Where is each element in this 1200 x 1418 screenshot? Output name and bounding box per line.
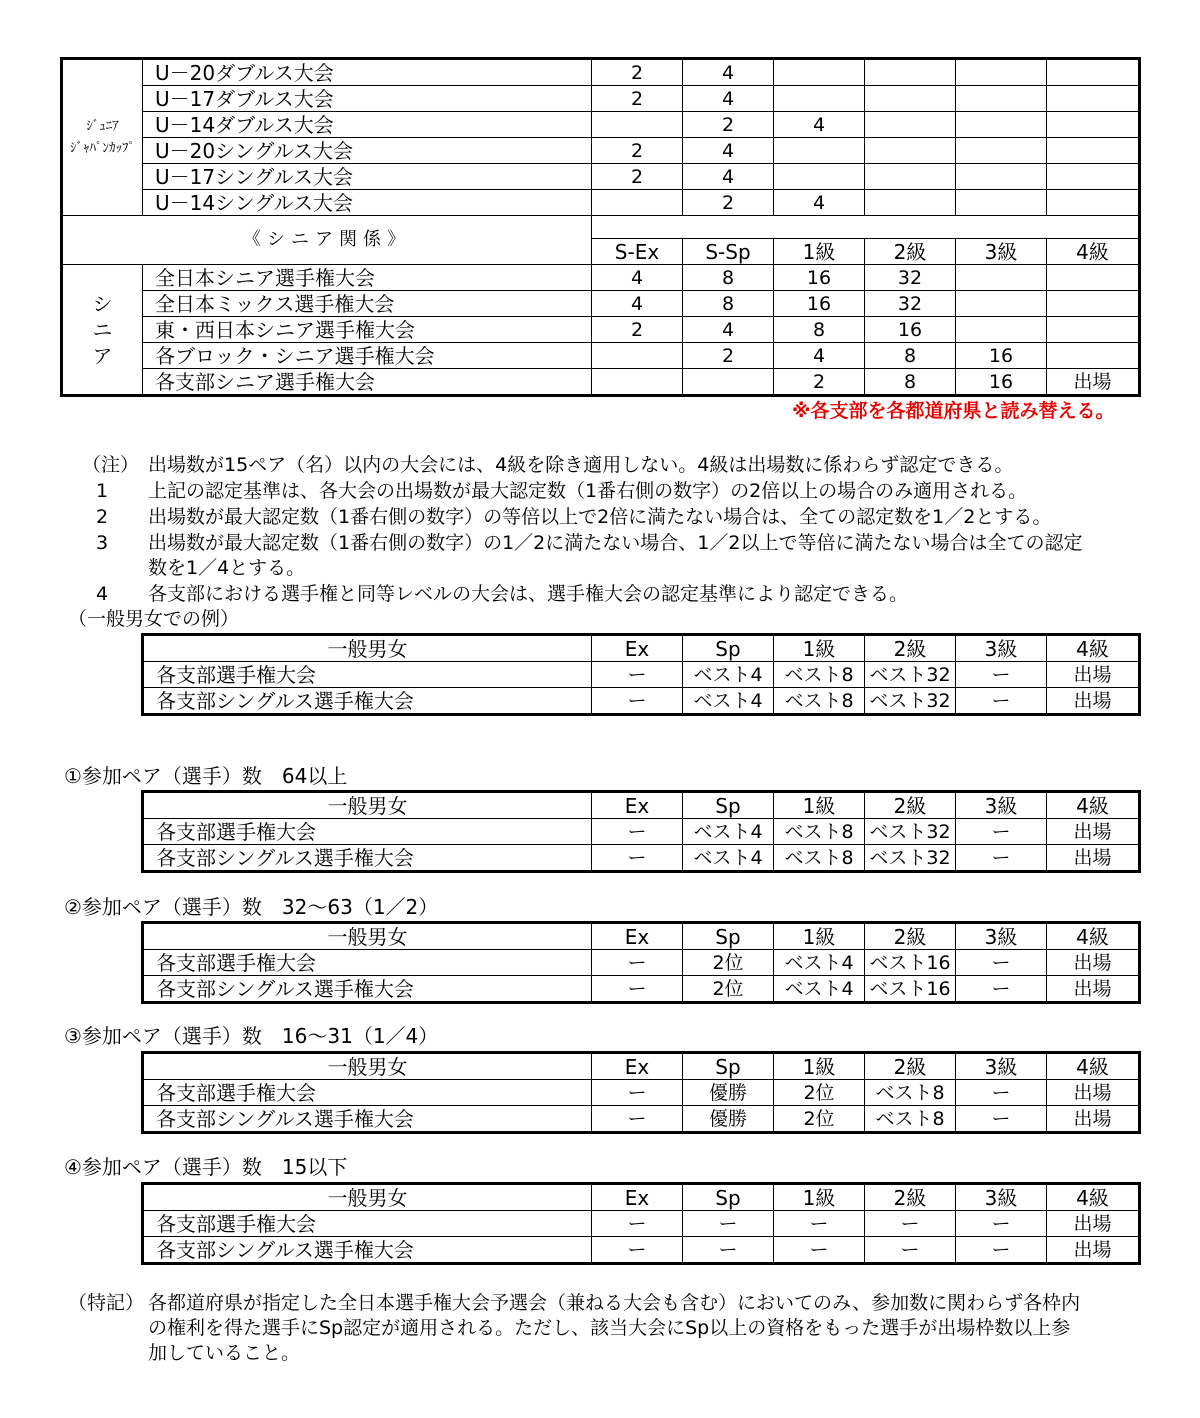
table-header-cell: Ex bbox=[592, 923, 683, 950]
table-header-cell: 一般男女 bbox=[143, 1053, 592, 1080]
count-cell: 4 bbox=[774, 343, 865, 369]
event-name: 各支部選手権大会 bbox=[143, 1080, 592, 1106]
count-cell bbox=[1047, 86, 1140, 112]
table-title: ②参加ペア（選手）数 32～63（1／2） bbox=[64, 895, 439, 919]
result-cell: ー bbox=[592, 1106, 683, 1133]
table-header-cell: 3級 bbox=[956, 792, 1047, 819]
table-header-cell: 4級 bbox=[1047, 1053, 1140, 1080]
senior-row bbox=[62, 343, 1140, 369]
note-label: 3 bbox=[96, 532, 109, 554]
event-name: U－20シングルス大会 bbox=[143, 138, 592, 164]
count-cell bbox=[865, 86, 956, 112]
result-cell: 出場 bbox=[1047, 662, 1140, 688]
senior-row bbox=[62, 369, 1140, 396]
event-name: 各支部シングルス選手権大会 bbox=[143, 845, 592, 872]
table-title: ③参加ペア（選手）数 16～31（1／4） bbox=[64, 1024, 439, 1048]
event-name: U－14ダブルス大会 bbox=[143, 112, 592, 138]
special-line: 各都道府県が指定した全日本選手権大会予選会（兼ねる大会も含む）においてのみ、参加数に関わらず各枠内 bbox=[148, 1292, 1081, 1314]
table-header-cell: 4級 bbox=[1047, 1184, 1140, 1211]
example-table bbox=[141, 921, 1141, 1004]
table-row bbox=[143, 1211, 1140, 1237]
result-cell: 出場 bbox=[1047, 819, 1140, 845]
senior-label-char: ア bbox=[92, 343, 113, 368]
count-cell bbox=[865, 190, 956, 216]
table-header-cell: 1級 bbox=[774, 635, 865, 662]
result-cell: ベスト4 bbox=[774, 976, 865, 1003]
table-header-row bbox=[143, 792, 1140, 819]
result-cell: ー bbox=[956, 1080, 1047, 1106]
count-cell: 8 bbox=[683, 265, 774, 291]
table-header-cell: 1級 bbox=[774, 792, 865, 819]
note-text: 上記の認定基準は、各大会の出場数が最大認定数（1番右側の数字）の2倍以上の場合のみ適用される。 bbox=[148, 480, 1028, 502]
result-cell: ー bbox=[592, 1080, 683, 1106]
result-cell: 出場 bbox=[1047, 976, 1140, 1003]
count-cell bbox=[1047, 138, 1140, 164]
count-cell bbox=[1047, 343, 1140, 369]
note-text: 出場数が15ペア（名）以内の大会には、4級を除き適用しない。4級は出場数に係わらず認定できる。 bbox=[148, 454, 1014, 476]
event-name: 各支部シングルス選手権大会 bbox=[143, 688, 592, 715]
count-cell: 2 bbox=[774, 369, 865, 396]
result-cell: 出場 bbox=[1047, 1211, 1140, 1237]
junior-label-2: ｼﾞｬﾊﾟﾝｶｯﾌﾟ bbox=[70, 140, 135, 156]
count-cell bbox=[592, 369, 683, 396]
table-row bbox=[143, 1237, 1140, 1264]
table-header-cell: Sp bbox=[683, 792, 774, 819]
result-cell: ー bbox=[956, 662, 1047, 688]
table-header-cell: 3級 bbox=[956, 923, 1047, 950]
table-header-cell: 一般男女 bbox=[143, 1184, 592, 1211]
result-cell: ベスト16 bbox=[865, 976, 956, 1003]
count-cell bbox=[774, 164, 865, 190]
count-cell: 4 bbox=[683, 138, 774, 164]
count-cell: 16 bbox=[865, 317, 956, 343]
count-cell: 4 bbox=[683, 164, 774, 190]
event-name: U－17ダブルス大会 bbox=[143, 86, 592, 112]
result-cell: ベスト32 bbox=[865, 662, 956, 688]
junior-label-1: ｼﾞｭﾆｱ bbox=[86, 118, 119, 134]
result-cell: 出場 bbox=[1047, 950, 1140, 976]
result-cell: ー bbox=[956, 1237, 1047, 1264]
result-cell: ー bbox=[592, 819, 683, 845]
count-cell bbox=[1047, 112, 1140, 138]
count-cell: 32 bbox=[865, 291, 956, 317]
junior-row bbox=[62, 59, 1140, 86]
event-name: U－14シングルス大会 bbox=[143, 190, 592, 216]
table-header-cell: 一般男女 bbox=[143, 635, 592, 662]
table-header-row bbox=[143, 1184, 1140, 1211]
table-header-cell: 4級 bbox=[1047, 923, 1140, 950]
result-cell: ー bbox=[865, 1211, 956, 1237]
count-cell bbox=[592, 112, 683, 138]
senior-header-cell: 2級 bbox=[865, 239, 956, 265]
event-name: 各支部シングルス選手権大会 bbox=[143, 1237, 592, 1264]
count-cell: 4 bbox=[683, 317, 774, 343]
table-header-cell: 1級 bbox=[774, 1053, 865, 1080]
result-cell: ベスト32 bbox=[865, 845, 956, 872]
count-cell: 16 bbox=[956, 343, 1047, 369]
result-cell: ベスト8 bbox=[774, 688, 865, 715]
result-cell: ー bbox=[956, 950, 1047, 976]
count-cell: 4 bbox=[774, 112, 865, 138]
note-label: 1 bbox=[96, 480, 109, 502]
senior-header-cell: 1級 bbox=[774, 239, 865, 265]
result-cell: ー bbox=[683, 1237, 774, 1264]
junior-row bbox=[62, 86, 1140, 112]
result-cell: 出場 bbox=[1047, 845, 1140, 872]
event-name: 各ブロック・シニア選手権大会 bbox=[143, 343, 592, 369]
result-cell: ベスト4 bbox=[683, 819, 774, 845]
count-cell: 16 bbox=[956, 369, 1047, 396]
table-header-cell: Sp bbox=[683, 1053, 774, 1080]
special-line: の権利を得た選手にSp認定が適用される。ただし、該当大会にSp以上の資格をもった選手が出場枠数以上参 bbox=[148, 1317, 1071, 1339]
result-cell: ー bbox=[956, 1106, 1047, 1133]
result-cell: ー bbox=[592, 950, 683, 976]
count-cell bbox=[774, 86, 865, 112]
count-cell bbox=[1047, 291, 1140, 317]
count-cell: 2 bbox=[592, 317, 683, 343]
event-name: 東・西日本シニア選手権大会 bbox=[143, 317, 592, 343]
result-cell: ベスト32 bbox=[865, 688, 956, 715]
result-cell: ー bbox=[956, 688, 1047, 715]
result-cell: ー bbox=[592, 976, 683, 1003]
result-cell: ベスト8 bbox=[865, 1080, 956, 1106]
table-header-cell: 2級 bbox=[865, 1053, 956, 1080]
event-name: 各支部選手権大会 bbox=[143, 950, 592, 976]
table-row bbox=[143, 819, 1140, 845]
note-text: 各支部における選手権と同等レベルの大会は、選手権大会の認定基準により認定できる。 bbox=[148, 583, 909, 605]
count-cell: 2 bbox=[592, 164, 683, 190]
event-name: 全日本ミックス選手権大会 bbox=[143, 291, 592, 317]
event-name: 各支部選手権大会 bbox=[143, 662, 592, 688]
example-table bbox=[141, 1051, 1141, 1134]
count-cell bbox=[1047, 59, 1140, 86]
count-cell: 2 bbox=[683, 112, 774, 138]
result-cell: ー bbox=[956, 976, 1047, 1003]
count-cell bbox=[956, 265, 1047, 291]
special-line: 加していること。 bbox=[148, 1342, 301, 1364]
table-header-row bbox=[143, 635, 1140, 662]
count-cell: 8 bbox=[865, 369, 956, 396]
table-header-cell: 3級 bbox=[956, 635, 1047, 662]
event-name: 全日本シニア選手権大会 bbox=[143, 265, 592, 291]
note-label: 2 bbox=[96, 506, 109, 528]
junior-group-label bbox=[62, 59, 143, 216]
count-cell bbox=[774, 59, 865, 86]
table-row bbox=[143, 976, 1140, 1003]
count-cell bbox=[956, 59, 1047, 86]
special-label: （特記） bbox=[68, 1292, 145, 1314]
count-cell bbox=[1047, 265, 1140, 291]
table-header-cell: 1級 bbox=[774, 1184, 865, 1211]
result-cell: 優勝 bbox=[683, 1080, 774, 1106]
senior-group-label bbox=[62, 265, 143, 396]
count-cell bbox=[774, 138, 865, 164]
count-cell: 4 bbox=[592, 291, 683, 317]
count-cell bbox=[1047, 190, 1140, 216]
count-cell bbox=[592, 343, 683, 369]
table-row bbox=[143, 688, 1140, 715]
count-cell bbox=[1047, 317, 1140, 343]
count-cell bbox=[956, 138, 1047, 164]
count-cell: 8 bbox=[774, 317, 865, 343]
result-cell: ベスト8 bbox=[774, 662, 865, 688]
result-cell: ベスト8 bbox=[774, 819, 865, 845]
table-row bbox=[143, 1106, 1140, 1133]
note-text: 出場数が最大認定数（1番右側の数字）の等倍以上で2倍に満たない場合は、全ての認定数を1／2とする。 bbox=[148, 506, 1052, 528]
result-cell: ー bbox=[865, 1237, 956, 1264]
red-note: ※各支部を各都道府県と読み替える。 bbox=[792, 400, 1115, 422]
table-row bbox=[143, 950, 1140, 976]
senior-row bbox=[62, 265, 1140, 291]
note-text: 数を1／4とする。 bbox=[148, 557, 306, 579]
count-cell bbox=[956, 291, 1047, 317]
result-cell: ー bbox=[956, 819, 1047, 845]
result-cell: ベスト8 bbox=[865, 1106, 956, 1133]
table-header-cell: 3級 bbox=[956, 1053, 1047, 1080]
table-header-cell: 2級 bbox=[865, 792, 956, 819]
result-cell: 出場 bbox=[1047, 1106, 1140, 1133]
table-row bbox=[143, 662, 1140, 688]
result-cell: ー bbox=[592, 1237, 683, 1264]
event-name: 各支部シングルス選手権大会 bbox=[143, 976, 592, 1003]
example-table bbox=[141, 1182, 1141, 1265]
event-name: 各支部選手権大会 bbox=[143, 819, 592, 845]
count-cell: 2 bbox=[592, 138, 683, 164]
count-cell: 4 bbox=[683, 59, 774, 86]
count-cell bbox=[956, 164, 1047, 190]
result-cell: ー bbox=[592, 1211, 683, 1237]
result-cell: 出場 bbox=[1047, 688, 1140, 715]
table-header-cell: 3級 bbox=[956, 1184, 1047, 1211]
result-cell: ベスト4 bbox=[683, 845, 774, 872]
table-header-cell: 4級 bbox=[1047, 635, 1140, 662]
result-cell: ー bbox=[774, 1211, 865, 1237]
count-cell bbox=[956, 190, 1047, 216]
count-cell bbox=[683, 369, 774, 396]
table-header-cell: 2級 bbox=[865, 635, 956, 662]
table-header-cell: Sp bbox=[683, 923, 774, 950]
senior-header-cell: 3級 bbox=[956, 239, 1047, 265]
count-cell: 2 bbox=[592, 59, 683, 86]
count-cell: 出場 bbox=[1047, 369, 1140, 396]
table-header-cell: 2級 bbox=[865, 1184, 956, 1211]
count-cell: 4 bbox=[774, 190, 865, 216]
table-row bbox=[143, 1080, 1140, 1106]
result-cell: ー bbox=[774, 1237, 865, 1264]
table-header-cell: Ex bbox=[592, 635, 683, 662]
count-cell: 2 bbox=[683, 190, 774, 216]
result-cell: ベスト4 bbox=[774, 950, 865, 976]
result-cell: ベスト4 bbox=[683, 662, 774, 688]
table-title: ①参加ペア（選手）数 64以上 bbox=[64, 764, 348, 788]
table-row bbox=[143, 845, 1140, 872]
count-cell: 8 bbox=[865, 343, 956, 369]
result-cell: ベスト16 bbox=[865, 950, 956, 976]
senior-header-cell: 4級 bbox=[1047, 239, 1140, 265]
count-cell: 2 bbox=[683, 343, 774, 369]
junior-row bbox=[62, 112, 1140, 138]
count-cell bbox=[865, 164, 956, 190]
table-header-cell: Sp bbox=[683, 635, 774, 662]
table-header-cell: Ex bbox=[592, 1053, 683, 1080]
table-header-cell: 一般男女 bbox=[143, 923, 592, 950]
event-name: 各支部選手権大会 bbox=[143, 1211, 592, 1237]
senior-header-cell: S-Sp bbox=[683, 239, 774, 265]
table-header-cell: 1級 bbox=[774, 923, 865, 950]
junior-row bbox=[62, 164, 1140, 190]
junior-row bbox=[62, 190, 1140, 216]
table-header-row bbox=[143, 923, 1140, 950]
table-header-row bbox=[143, 1053, 1140, 1080]
example-title: （一般男女での例） bbox=[68, 608, 240, 630]
event-name: 各支部シングルス選手権大会 bbox=[143, 1106, 592, 1133]
event-name: U－20ダブルス大会 bbox=[143, 59, 592, 86]
result-cell: ー bbox=[683, 1211, 774, 1237]
table-header-cell: Sp bbox=[683, 1184, 774, 1211]
senior-header-cell: S-Ex bbox=[592, 239, 683, 265]
count-cell: 4 bbox=[592, 265, 683, 291]
table-header-cell: Ex bbox=[592, 792, 683, 819]
result-cell: 出場 bbox=[1047, 1080, 1140, 1106]
count-cell: 32 bbox=[865, 265, 956, 291]
count-cell bbox=[1047, 164, 1140, 190]
table-title: ④参加ペア（選手）数 15以下 bbox=[64, 1155, 348, 1179]
result-cell: 出場 bbox=[1047, 1237, 1140, 1264]
result-cell: ー bbox=[592, 688, 683, 715]
count-cell bbox=[956, 86, 1047, 112]
table-header-cell: 2級 bbox=[865, 923, 956, 950]
table-header-cell: Ex bbox=[592, 1184, 683, 1211]
event-name: 各支部シニア選手権大会 bbox=[143, 369, 592, 396]
table-header-cell: 一般男女 bbox=[143, 792, 592, 819]
count-cell: 8 bbox=[683, 291, 774, 317]
result-cell: ー bbox=[956, 1211, 1047, 1237]
senior-row bbox=[62, 291, 1140, 317]
count-cell bbox=[865, 138, 956, 164]
senior-section-title: 《シニア関係》 bbox=[62, 216, 592, 265]
result-cell: 優勝 bbox=[683, 1106, 774, 1133]
result-cell: ベスト8 bbox=[774, 845, 865, 872]
senior-row bbox=[62, 317, 1140, 343]
count-cell bbox=[592, 190, 683, 216]
result-cell: 2位 bbox=[774, 1080, 865, 1106]
example-table bbox=[141, 790, 1141, 873]
result-cell: ベスト4 bbox=[683, 688, 774, 715]
result-cell: ー bbox=[592, 845, 683, 872]
result-cell: 2位 bbox=[774, 1106, 865, 1133]
event-name: U－17シングルス大会 bbox=[143, 164, 592, 190]
certification-table bbox=[60, 57, 1141, 397]
result-cell: 2位 bbox=[683, 976, 774, 1003]
junior-row bbox=[62, 138, 1140, 164]
note-text: 出場数が最大認定数（1番右側の数字）の1／2に満たない場合、1／2以上で等倍に満たない場合は全ての認定 bbox=[148, 532, 1083, 554]
count-cell: 4 bbox=[683, 86, 774, 112]
count-cell: 2 bbox=[592, 86, 683, 112]
senior-label-char: ニ bbox=[92, 317, 113, 342]
count-cell bbox=[865, 59, 956, 86]
count-cell bbox=[956, 317, 1047, 343]
senior-label-char: シ bbox=[92, 291, 113, 316]
count-cell: 16 bbox=[774, 265, 865, 291]
count-cell bbox=[956, 112, 1047, 138]
example-table bbox=[141, 633, 1141, 716]
note-label: （注） bbox=[82, 454, 140, 476]
result-cell: ー bbox=[592, 662, 683, 688]
count-cell: 16 bbox=[774, 291, 865, 317]
result-cell: 2位 bbox=[683, 950, 774, 976]
result-cell: ー bbox=[956, 845, 1047, 872]
table-header-cell: 4級 bbox=[1047, 792, 1140, 819]
count-cell bbox=[865, 112, 956, 138]
note-label: 4 bbox=[96, 583, 109, 605]
result-cell: ベスト32 bbox=[865, 819, 956, 845]
